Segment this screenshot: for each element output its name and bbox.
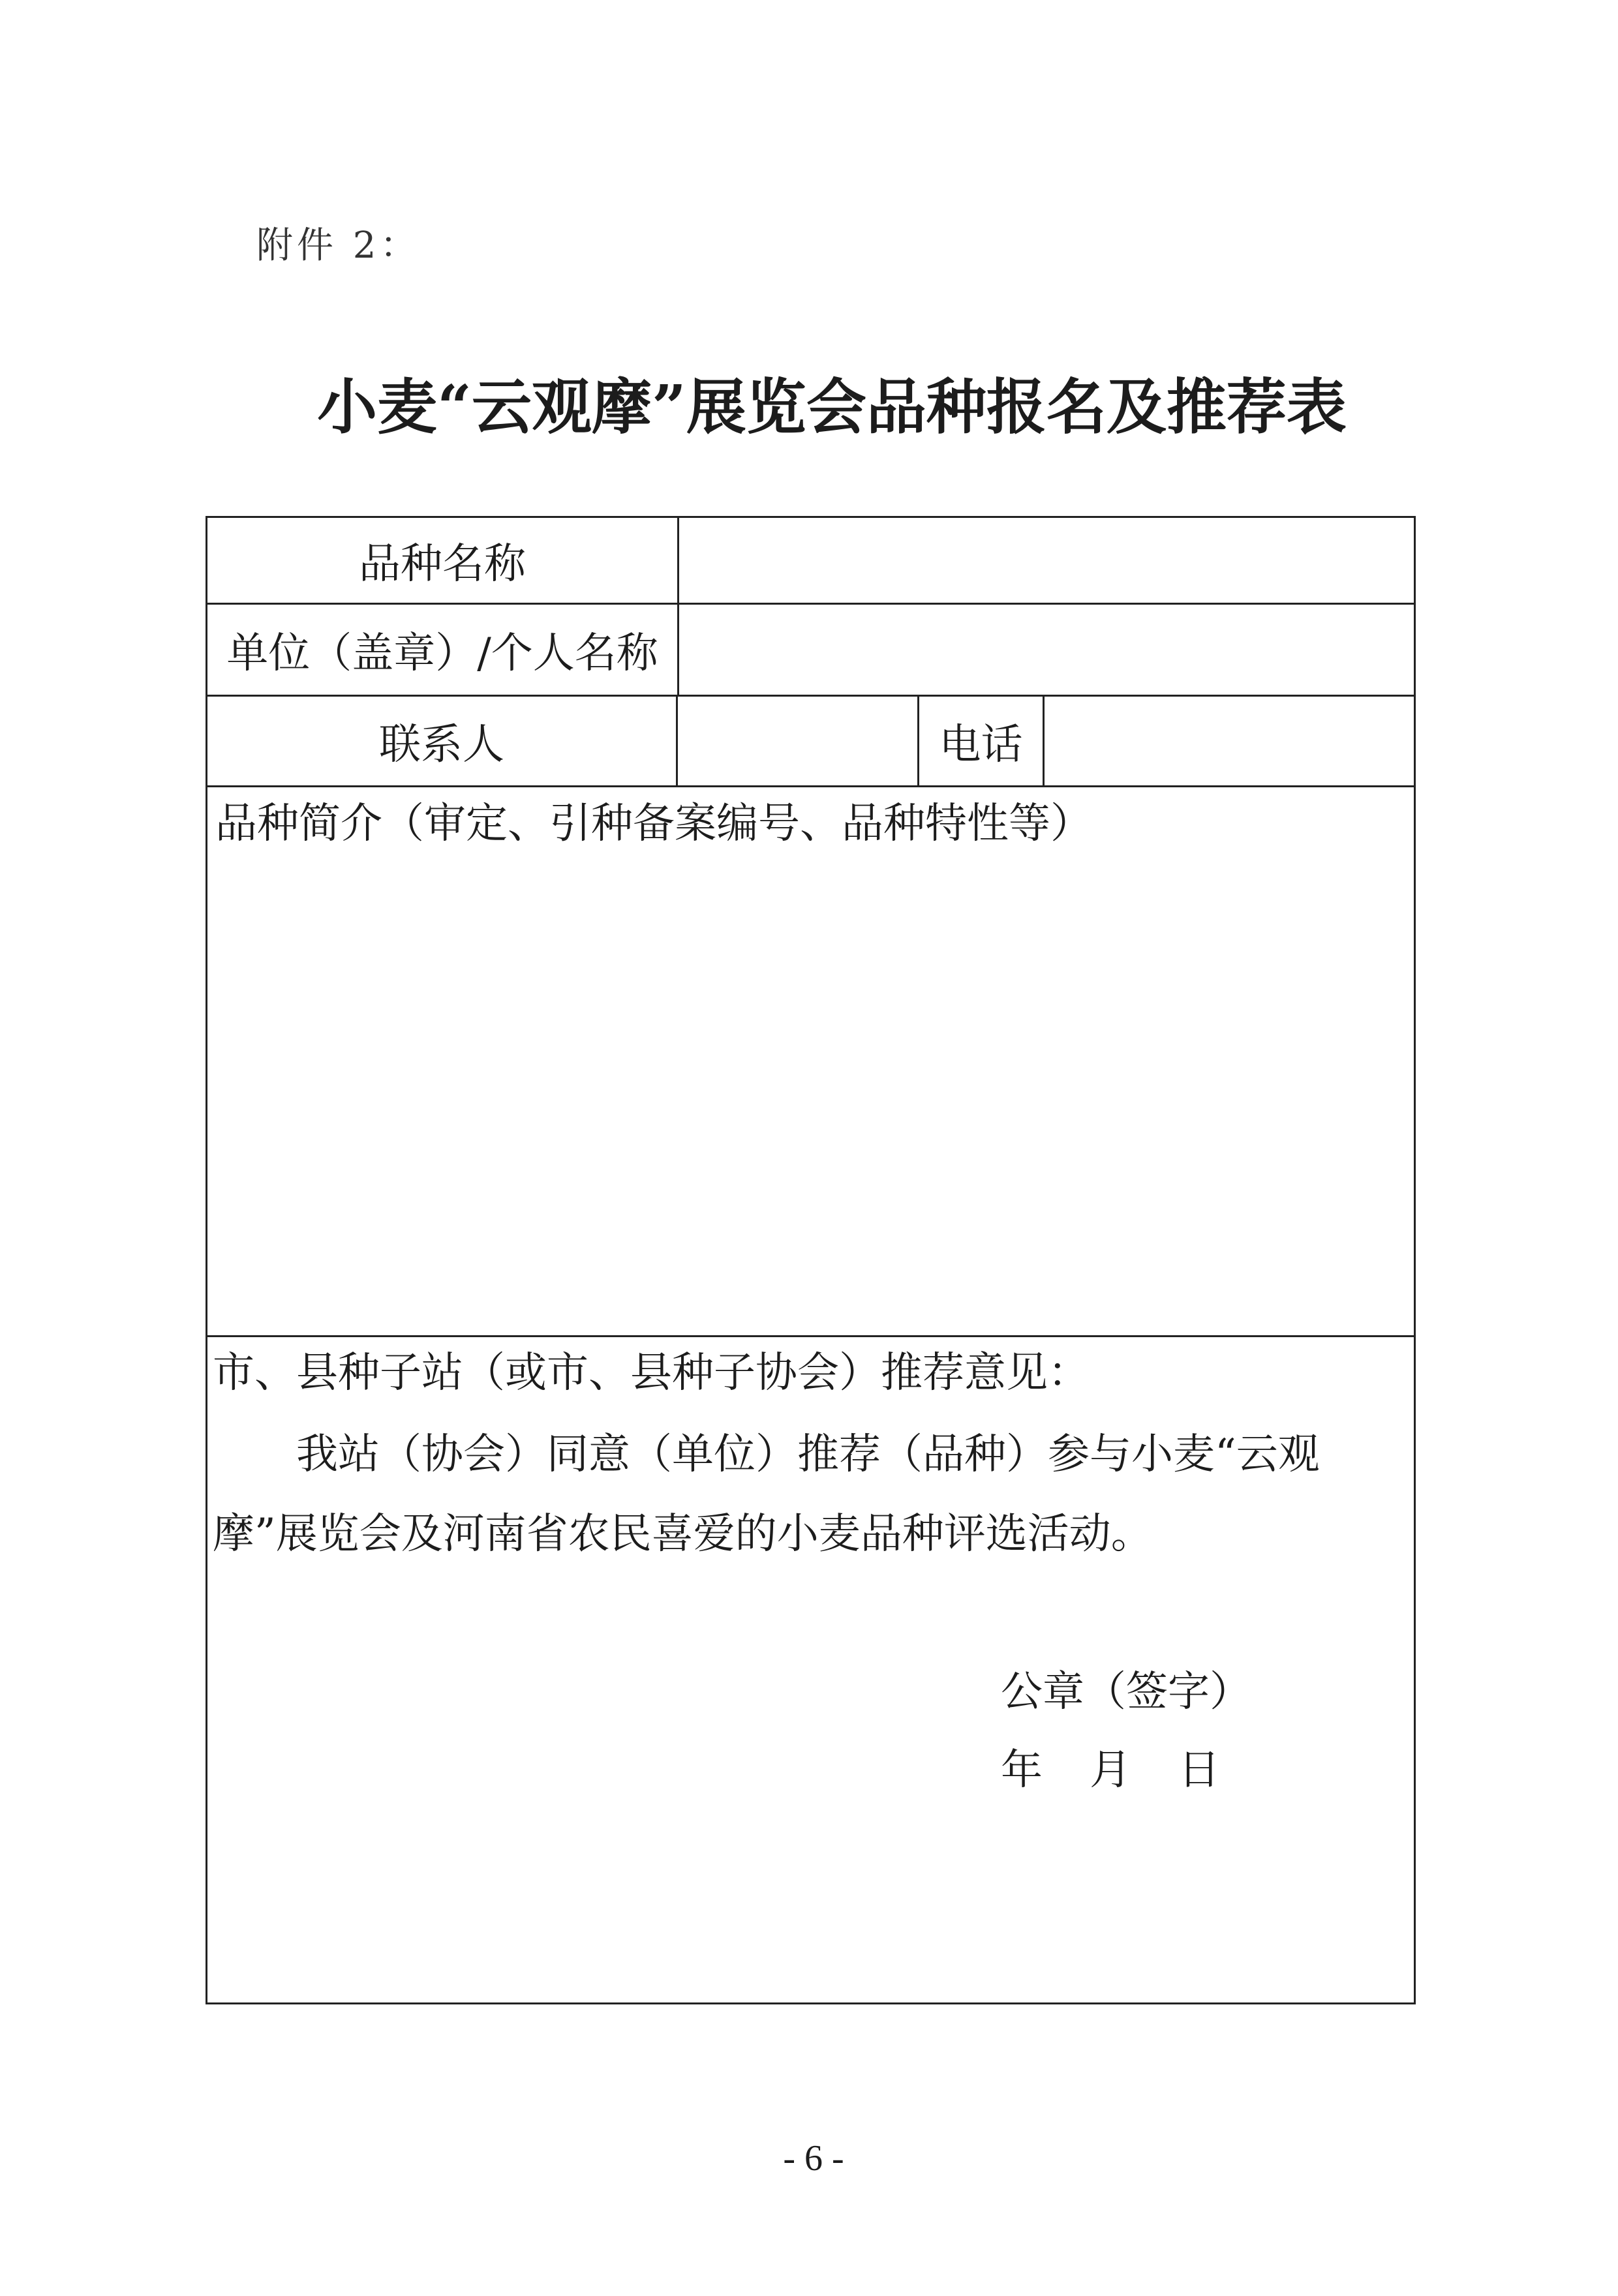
- document-title: 小麦“云观摩”展览会品种报名及推荐表: [317, 372, 1347, 442]
- recommendation-paragraph-line-1: 我站（协会）同意（单位）推荐（品种）参与小麦“云观: [296, 1430, 1320, 1479]
- variety-intro-label: 品种简介（审定、引种备案编号、品种特性等）: [215, 800, 1092, 848]
- phone-label: 电话: [919, 697, 1045, 785]
- table-row-recommendation: [207, 1337, 1414, 2002]
- variety-name-value-cell: [679, 518, 1414, 603]
- table-row-contact: [207, 697, 1414, 787]
- table-row-unit-name: [207, 605, 1414, 697]
- seal-signature-label: 公章（签字）: [1001, 1668, 1251, 1716]
- unit-name-label: 单位（盖章）/个人名称: [207, 605, 679, 695]
- contact-person-label: 联系人: [207, 697, 678, 785]
- page-number: - 6 -: [783, 2138, 844, 2179]
- registration-form-table: [206, 516, 1416, 2004]
- recommendation-paragraph-line-2: 摩”展览会及河南省农民喜爱的小麦品种评选活动。: [213, 1510, 1153, 1558]
- recommendation-heading: 市、县种子站（或市、县种子协会）推荐意见：: [213, 1349, 1090, 1397]
- variety-name-label: 品种名称: [207, 518, 679, 603]
- table-row-variety-name: [207, 518, 1414, 605]
- attachment-label: 附件 2：: [256, 224, 421, 267]
- phone-value-cell: [1045, 697, 1414, 785]
- table-row-variety-intro: [207, 787, 1414, 1337]
- date-label: 年 月 日: [1001, 1746, 1223, 1794]
- unit-name-value-cell: [679, 605, 1414, 695]
- contact-person-value-cell: [678, 697, 919, 785]
